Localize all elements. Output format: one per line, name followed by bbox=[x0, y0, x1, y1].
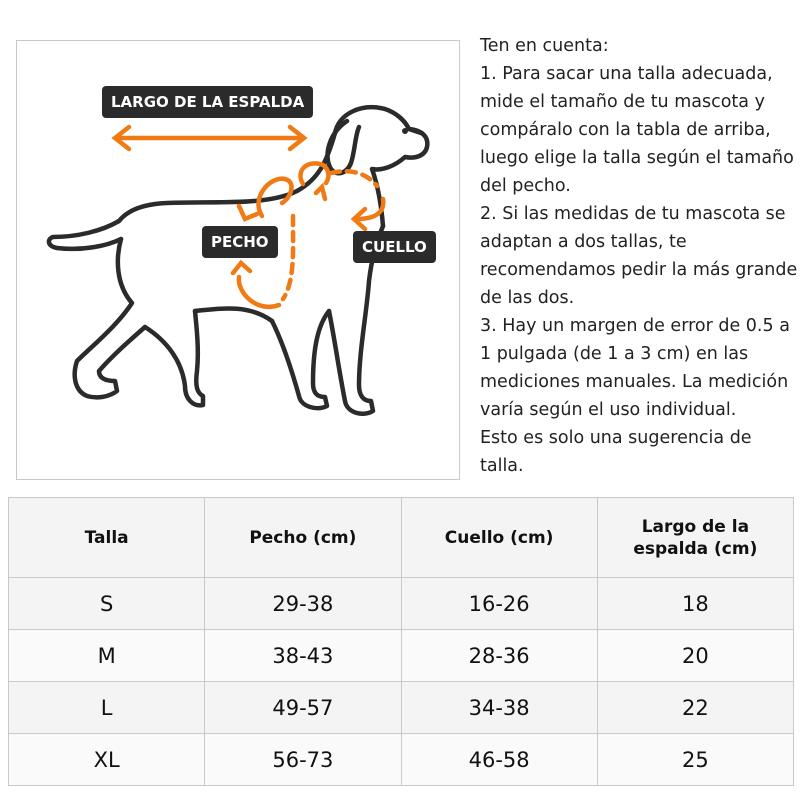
back-length-label: LARGO DE LA ESPALDA bbox=[102, 86, 313, 118]
note-item-4: Esto es solo una sugerencia de talla. bbox=[480, 428, 752, 476]
neck-label: CUELLO bbox=[353, 231, 436, 263]
cell-neck: 16-26 bbox=[401, 578, 597, 630]
cell-chest: 38-43 bbox=[205, 630, 401, 682]
cell-size: XL bbox=[9, 734, 205, 786]
cell-size: L bbox=[9, 682, 205, 734]
note-item-2: 2. Si las medidas de tu mascota se adaptan a dos tallas, te recomendamos pedir la más grande de las dos. bbox=[480, 204, 798, 308]
table-header-row bbox=[9, 498, 794, 578]
header-chest: Pecho (cm) bbox=[205, 498, 401, 578]
header-neck: Cuello (cm) bbox=[401, 498, 597, 578]
sizing-notes bbox=[480, 32, 800, 480]
cell-neck: 28-36 bbox=[401, 630, 597, 682]
cell-back-length: 25 bbox=[597, 734, 793, 786]
back-length-arrow bbox=[115, 127, 304, 149]
cell-size: S bbox=[9, 578, 205, 630]
note-item-1: 1. Para sacar una talla adecuada, mide el tamaño de tu mascota y compáralo con la tabla de arriba, luego elige la talla según el tamaño del pecho. bbox=[480, 64, 794, 196]
dog-measurement-diagram bbox=[16, 40, 460, 480]
table-row bbox=[9, 682, 794, 734]
cell-chest: 56-73 bbox=[205, 734, 401, 786]
header-size: Talla bbox=[9, 498, 205, 578]
cell-back-length: 22 bbox=[597, 682, 793, 734]
cell-chest: 49-57 bbox=[205, 682, 401, 734]
cell-back-length: 20 bbox=[597, 630, 793, 682]
cell-back-length: 18 bbox=[597, 578, 793, 630]
table-row bbox=[9, 630, 794, 682]
notes-heading: Ten en cuenta: bbox=[480, 36, 609, 56]
header-back-length: Largo de la espalda (cm) bbox=[597, 498, 793, 578]
cell-neck: 46-58 bbox=[401, 734, 597, 786]
table-row bbox=[9, 734, 794, 786]
note-item-3: 3. Hay un margen de error de 0.5 a 1 pulgada (de 1 a 3 cm) en las mediciones manuales. La medición varía según el uso individual. bbox=[480, 316, 790, 420]
cell-neck: 34-38 bbox=[401, 682, 597, 734]
cell-chest: 29-38 bbox=[205, 578, 401, 630]
chest-label: PECHO bbox=[202, 226, 278, 258]
size-chart-table bbox=[8, 497, 794, 786]
cell-size: M bbox=[9, 630, 205, 682]
table-row bbox=[9, 578, 794, 630]
